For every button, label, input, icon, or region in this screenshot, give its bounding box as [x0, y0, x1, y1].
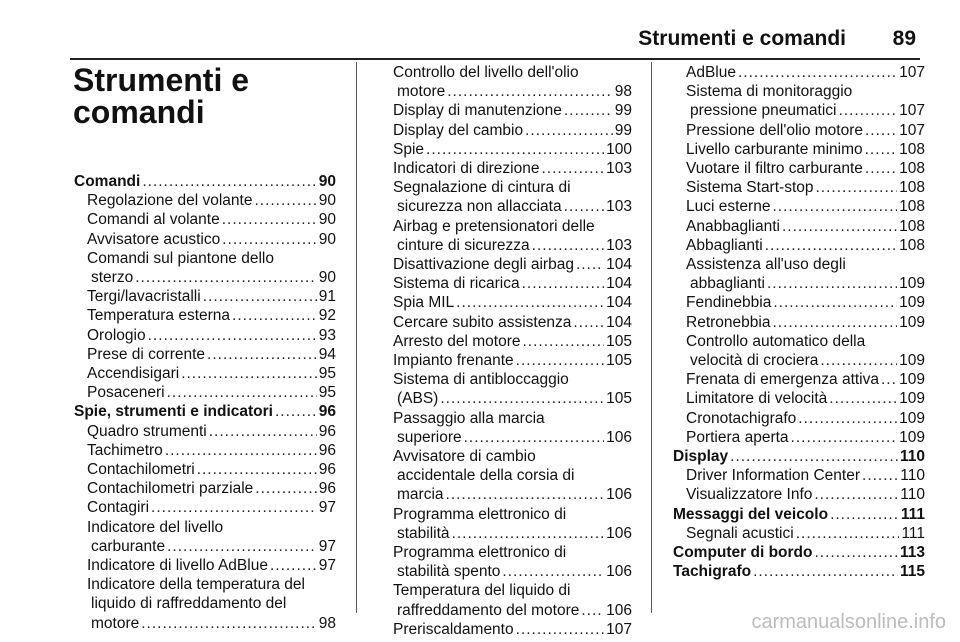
toc-entry-text: Driver Information Center	[686, 467, 861, 485]
toc-entry-text: Tergi/lavacristalli	[87, 288, 201, 306]
toc-entry[interactable]	[380, 274, 632, 293]
toc-entry[interactable]	[380, 255, 632, 274]
toc-entry[interactable]	[74, 556, 336, 575]
toc-entry-text: Portiera aperta	[686, 428, 789, 446]
toc-entry-text: Contachilometri	[87, 461, 195, 479]
toc-entry-text: Segnali acustici	[686, 524, 794, 542]
toc-entry[interactable]	[380, 159, 632, 178]
leader-dots	[148, 326, 317, 345]
toc-entry[interactable]	[380, 447, 632, 505]
toc-entry[interactable]	[74, 575, 336, 633]
toc-page-number: 97	[318, 499, 336, 517]
toc-entry[interactable]	[380, 101, 632, 120]
leader-dots	[456, 293, 604, 312]
toc-entry-text: Contagiri	[87, 499, 150, 517]
toc-page-number: 96	[318, 480, 336, 498]
toc-entry-text: Passaggio alla marcia	[393, 409, 545, 427]
toc-entry-text: Display del cambio	[393, 121, 524, 139]
toc-page-number: 98	[614, 83, 632, 101]
toc-entry-text: Display di manutenzione	[393, 102, 562, 120]
column-divider	[651, 62, 652, 613]
toc-entry[interactable]	[74, 287, 336, 306]
toc-section-entry[interactable]	[673, 543, 925, 562]
toc-entry-text: Indicatore di livello AdBlue	[87, 557, 268, 575]
toc-entry-text: Luci esterne	[686, 198, 771, 216]
toc-entry-text: Livello carburante minimo	[686, 140, 863, 158]
toc-page-number: 108	[899, 217, 925, 235]
toc-page-number: 103	[606, 236, 632, 254]
toc-entry-text: Vuotare il filtro carburante	[686, 160, 863, 178]
toc-page-number: 110	[899, 448, 925, 466]
leader-dots	[523, 332, 605, 351]
leader-dots	[222, 230, 317, 249]
toc-entry-text: Abbaglianti	[686, 236, 763, 254]
toc-entry[interactable]	[673, 159, 925, 178]
toc-entry-text: Assistenza all'uso degli	[686, 256, 846, 274]
toc-entry-text: Messaggi del veicolo	[673, 505, 829, 523]
toc-entry[interactable]	[74, 383, 336, 402]
leader-dots	[796, 524, 900, 543]
toc-entry[interactable]	[673, 409, 925, 428]
toc-entry-text: Indicatore del livello	[87, 518, 224, 536]
leader-dots	[865, 159, 897, 178]
toc-entry-text: Comandi sul piantone dello	[87, 249, 274, 267]
toc-section-entry[interactable]	[673, 562, 925, 581]
toc-entry-text: Avvisatore di cambio	[393, 448, 536, 466]
toc-entry-text: Comandi	[74, 173, 141, 190]
toc-entry-text: raffreddamento del motore	[397, 601, 580, 619]
toc-entry[interactable]	[74, 230, 336, 249]
toc-entry-text: Pressione dell'olio motore	[686, 121, 863, 139]
toc-entry-text: Visualizzatore Info	[686, 486, 813, 504]
leader-dots	[815, 543, 898, 562]
toc-entry[interactable]	[74, 518, 336, 556]
toc-page-number: 108	[899, 179, 925, 197]
leader-dots	[564, 101, 613, 120]
toc-entry-text: Arresto del motore	[393, 332, 521, 350]
toc-page-number: 111	[900, 505, 925, 523]
leader-dots	[167, 537, 317, 556]
toc-page-number: 110	[900, 486, 925, 504]
toc-entry-text: accidentale della corsia di	[397, 467, 575, 485]
toc-entry-text: motore	[397, 83, 446, 101]
leader-dots	[865, 121, 897, 140]
leader-dots	[447, 82, 613, 101]
toc-entry[interactable]	[673, 178, 925, 197]
toc-page-number: 103	[606, 160, 632, 178]
toc-entry[interactable]	[74, 210, 336, 229]
toc-entry-text: Tachigrafo	[673, 563, 752, 581]
toc-page-number: 106	[606, 601, 632, 619]
leader-dots	[767, 274, 897, 293]
leader-dots	[791, 428, 898, 447]
toc-page-number: 96	[318, 441, 336, 459]
toc-entry-text: stabilità	[397, 524, 450, 542]
toc-section-entry[interactable]	[673, 447, 925, 466]
leader-dots	[773, 293, 897, 312]
toc-entry[interactable]	[74, 498, 336, 517]
leader-dots	[730, 447, 898, 466]
toc-entry-text: Prese di corrente	[87, 345, 206, 363]
leader-dots	[782, 217, 897, 236]
toc-page-number: 106	[606, 428, 632, 446]
leader-dots	[532, 236, 604, 255]
leader-dots	[753, 562, 898, 581]
leader-dots	[141, 614, 317, 633]
toc-entry-text: superiore	[397, 428, 462, 446]
toc-page-number: 92	[318, 307, 336, 325]
toc-entry-text: liquido di raffreddamento del	[91, 595, 287, 613]
toc-entry[interactable]	[673, 485, 925, 504]
toc-entry[interactable]	[380, 293, 632, 312]
toc-entry-text: Comandi al volante	[87, 211, 220, 229]
leader-dots	[738, 63, 897, 82]
toc-page-number: 104	[606, 275, 632, 293]
toc-entry-text: Tachimetro	[87, 441, 163, 459]
leader-dots	[865, 140, 898, 159]
toc-entry[interactable]	[74, 364, 336, 383]
toc-list	[673, 63, 925, 581]
toc-section-entry[interactable]	[74, 402, 336, 421]
toc-page-number: 107	[899, 64, 925, 81]
toc-page-number: 90	[318, 269, 336, 287]
toc-page-number: 104	[606, 256, 632, 274]
toc-page-number: 106	[606, 563, 632, 581]
toc-page-number: 106	[606, 486, 632, 504]
toc-page-number: 95	[318, 365, 336, 383]
toc-page-number: 90	[318, 230, 336, 248]
toc-entry[interactable]	[74, 306, 336, 325]
toc-entry[interactable]	[74, 249, 336, 287]
toc-entry[interactable]	[380, 620, 632, 639]
toc-entry[interactable]	[673, 524, 925, 543]
toc-entry-text: Limitatore di velocità	[686, 390, 828, 408]
toc-page-number: 98	[318, 614, 336, 632]
leader-dots	[814, 485, 898, 504]
leader-dots	[209, 422, 317, 441]
leader-dots	[772, 313, 897, 332]
toc-entry[interactable]	[380, 313, 632, 332]
toc-page-number: 105	[606, 352, 632, 370]
toc-entry[interactable]	[74, 326, 336, 345]
leader-dots	[516, 351, 604, 370]
toc-page-number: 107	[899, 102, 925, 120]
toc-entry-text: sicurezza non allacciata	[397, 198, 562, 216]
leader-dots	[516, 620, 605, 639]
toc-entry[interactable]	[380, 351, 632, 370]
toc-entry[interactable]	[380, 140, 632, 159]
toc-page-number: 107	[899, 121, 925, 139]
toc-entry[interactable]	[380, 409, 632, 447]
toc-entry-text: Accendisigari	[87, 365, 180, 383]
toc-entry-text: abbaglianti	[690, 275, 765, 293]
toc-entry[interactable]	[74, 345, 336, 364]
leader-dots	[426, 140, 604, 159]
toc-entry-text: Retronebbia	[686, 313, 771, 331]
leader-dots	[232, 306, 317, 325]
toc-entry-text: Segnalazione di cintura di	[393, 179, 571, 197]
toc-entry[interactable]	[673, 293, 925, 312]
toc-page-number: 96	[318, 461, 336, 479]
toc-entry-text: Spie, strumenti e indicatori	[74, 403, 273, 421]
toc-page-number: 108	[899, 140, 925, 158]
toc-page-number: 108	[899, 160, 925, 178]
leader-dots	[502, 562, 604, 581]
toc-list	[74, 172, 336, 633]
toc-entry-text: Avvisatore acustico	[87, 230, 221, 248]
toc-page-number: 99	[614, 121, 632, 139]
toc-entry-text: carburante	[91, 537, 166, 555]
watermark: carmanualsonline.info	[751, 611, 946, 633]
leader-dots	[881, 370, 897, 389]
leader-dots	[142, 172, 316, 191]
leader-dots	[222, 210, 317, 229]
toc-entry-text: Impianto frenante	[393, 352, 514, 370]
toc-entry-text: Orologio	[87, 326, 146, 344]
toc-page-number: 105	[606, 390, 632, 408]
toc-page-number: 113	[899, 544, 925, 562]
chapter-title-line: Strumenti e	[73, 62, 250, 98]
toc-entry-text: Quadro strumenti	[87, 422, 207, 440]
toc-entry[interactable]	[673, 255, 925, 293]
toc-entry[interactable]	[673, 121, 925, 140]
toc-page-number: 109	[899, 371, 925, 389]
toc-page-number: 109	[899, 352, 925, 370]
toc-page-number: 104	[606, 294, 632, 312]
toc-entry[interactable]	[74, 460, 336, 479]
toc-entry-text: Airbag e pretensionatori delle	[393, 217, 595, 235]
toc-section-entry[interactable]	[74, 172, 336, 191]
toc-entry-text: Contachilometri parziale	[87, 480, 254, 498]
toc-page-number: 106	[606, 524, 632, 542]
toc-page-number: 96	[318, 422, 336, 440]
toc-page-number: 109	[899, 294, 925, 312]
page-number: 89	[892, 27, 916, 50]
toc-page-number: 90	[318, 173, 336, 190]
toc-page-number: 99	[614, 102, 632, 120]
toc-entry[interactable]	[673, 332, 925, 370]
toc-entry[interactable]	[380, 63, 632, 101]
toc-page-number: 109	[899, 428, 925, 446]
toc-entry-text: Spia MIL	[393, 294, 455, 312]
toc-page-number: 109	[899, 275, 925, 293]
toc-entry-text: (ABS)	[397, 390, 439, 408]
toc-entry-text: Sistema Start-stop	[686, 179, 814, 197]
leader-dots	[829, 389, 897, 408]
toc-entry-text: Programma elettronico di	[393, 505, 567, 523]
toc-page-number: 110	[900, 467, 925, 485]
leader-dots	[581, 601, 604, 620]
toc-entry-text: Cronotachigrafo	[686, 409, 797, 427]
leader-dots	[798, 409, 897, 428]
toc-entry-text: Disattivazione degli airbag	[393, 256, 574, 274]
toc-entry[interactable]	[74, 191, 336, 210]
toc-page-number: 94	[318, 345, 336, 363]
toc-entry[interactable]	[380, 178, 632, 216]
toc-section-entry[interactable]	[673, 505, 925, 524]
toc-page-number: 109	[899, 409, 925, 427]
toc-page-number: 96	[318, 403, 336, 421]
toc-entry-text: Temperatura del liquido di	[393, 582, 571, 600]
leader-dots	[464, 428, 605, 447]
toc-page-number: 107	[606, 620, 632, 638]
toc-entry-text: marcia	[397, 486, 444, 504]
toc-entry-text: AdBlue	[686, 64, 736, 81]
toc-entry-text: Regolazione del volante	[87, 192, 253, 210]
leader-dots	[440, 389, 604, 408]
leader-dots	[541, 159, 604, 178]
toc-entry[interactable]	[673, 466, 925, 485]
toc-column-2	[380, 0, 632, 642]
toc-entry-text: Computer di bordo	[673, 544, 813, 562]
toc-entry[interactable]	[673, 389, 925, 408]
toc-page-number: 91	[318, 288, 336, 306]
toc-entry-text: Display	[673, 448, 729, 466]
leader-dots	[564, 197, 605, 216]
leader-dots	[522, 274, 605, 293]
leader-dots	[816, 178, 898, 197]
leader-dots	[525, 121, 613, 140]
toc-page-number: 97	[318, 537, 336, 555]
leader-dots	[270, 556, 317, 575]
toc-entry-text: stabilità spento	[397, 563, 501, 581]
toc-entry[interactable]	[74, 441, 336, 460]
leader-dots	[135, 268, 317, 287]
toc-page-number: 108	[899, 236, 925, 254]
toc-entry[interactable]	[673, 82, 925, 120]
toc-entry[interactable]	[380, 505, 632, 543]
toc-page-number: 109	[899, 313, 925, 331]
leader-dots	[203, 287, 317, 306]
leader-dots	[862, 466, 898, 485]
toc-page-number: 90	[318, 211, 336, 229]
toc-entry[interactable]	[673, 428, 925, 447]
toc-entry-text: pressione pneumatici	[690, 102, 837, 120]
running-title: Strumenti e comandi	[638, 27, 846, 50]
toc-entry[interactable]	[380, 543, 632, 581]
toc-entry[interactable]	[74, 422, 336, 441]
toc-page-number: 104	[606, 313, 632, 331]
toc-entry-text: Spie	[393, 140, 425, 158]
toc-entry[interactable]	[380, 217, 632, 255]
toc-entry-text: Programma elettronico di	[393, 544, 567, 562]
chapter-title-line: comandi	[73, 94, 205, 130]
toc-entry-text: Posaceneri	[87, 384, 165, 402]
leader-dots	[765, 236, 897, 255]
toc-entry-text: Preriscaldamento	[393, 620, 514, 638]
leader-dots	[207, 345, 317, 364]
leader-dots	[830, 505, 899, 524]
toc-entry-text: Frenata di emergenza attiva	[686, 371, 879, 389]
leader-dots	[820, 351, 897, 370]
toc-entry[interactable]	[673, 63, 925, 82]
toc-entry-text: cinture di sicurezza	[397, 236, 530, 254]
toc-entry-text: Controllo del livello dell'olio	[393, 64, 579, 81]
toc-page-number: 103	[606, 198, 632, 216]
toc-page-number: 95	[318, 384, 336, 402]
toc-entry[interactable]	[380, 370, 632, 408]
leader-dots	[254, 191, 316, 210]
toc-entry[interactable]	[673, 370, 925, 389]
toc-entry[interactable]	[380, 121, 632, 140]
column-divider	[356, 62, 357, 613]
toc-entry[interactable]	[673, 236, 925, 255]
toc-entry[interactable]	[673, 313, 925, 332]
toc-entry-text: Temperatura esterna	[87, 307, 231, 325]
leader-dots	[452, 524, 605, 543]
toc-page-number: 100	[606, 140, 632, 158]
toc-page-number: 109	[899, 390, 925, 408]
toc-page-number: 90	[318, 192, 336, 210]
leader-dots	[275, 402, 317, 421]
toc-entry-text: motore	[91, 614, 140, 632]
toc-page-number: 97	[318, 557, 336, 575]
toc-entry-text: Indicatori di direzione	[393, 160, 540, 178]
toc-page-number: 108	[899, 198, 925, 216]
toc-entry-text: Indicatore della temperatura del	[87, 576, 305, 594]
toc-page-number: 111	[901, 524, 925, 542]
leader-dots	[197, 460, 317, 479]
toc-page-number: 115	[899, 563, 925, 581]
toc-entry[interactable]	[380, 332, 632, 351]
leader-dots	[573, 313, 604, 332]
leader-dots	[576, 255, 604, 274]
toc-entry-text: Fendinebbia	[686, 294, 772, 312]
leader-dots	[838, 101, 897, 120]
leader-dots	[255, 479, 316, 498]
toc-page-number: 93	[318, 326, 336, 344]
toc-entry-text: Cercare subito assistenza	[393, 313, 572, 331]
toc-entry-text: Sistema di ricarica	[393, 275, 520, 293]
toc-entry[interactable]	[673, 217, 925, 236]
toc-column-3	[673, 0, 925, 642]
toc-page-number: 105	[606, 332, 632, 350]
toc-list	[380, 63, 632, 639]
toc-column-1	[74, 0, 336, 642]
toc-entry-text: Sistema di monitoraggio	[686, 83, 853, 101]
toc-entry-text: sterzo	[91, 269, 134, 287]
leader-dots	[446, 485, 605, 504]
toc-entry[interactable]	[673, 197, 925, 216]
toc-entry-text: Anabbaglianti	[686, 217, 780, 235]
leader-dots	[772, 197, 897, 216]
toc-entry[interactable]	[673, 140, 925, 159]
toc-entry-text: Sistema di antibloccaggio	[393, 371, 569, 389]
leader-dots	[181, 364, 317, 383]
leader-dots	[151, 498, 317, 517]
toc-entry-text: Controllo automatico della	[686, 332, 866, 350]
toc-entry[interactable]	[380, 581, 632, 619]
toc-entry[interactable]	[74, 479, 336, 498]
leader-dots	[167, 383, 317, 402]
toc-entry-text: velocità di crociera	[690, 352, 819, 370]
leader-dots	[165, 441, 317, 460]
